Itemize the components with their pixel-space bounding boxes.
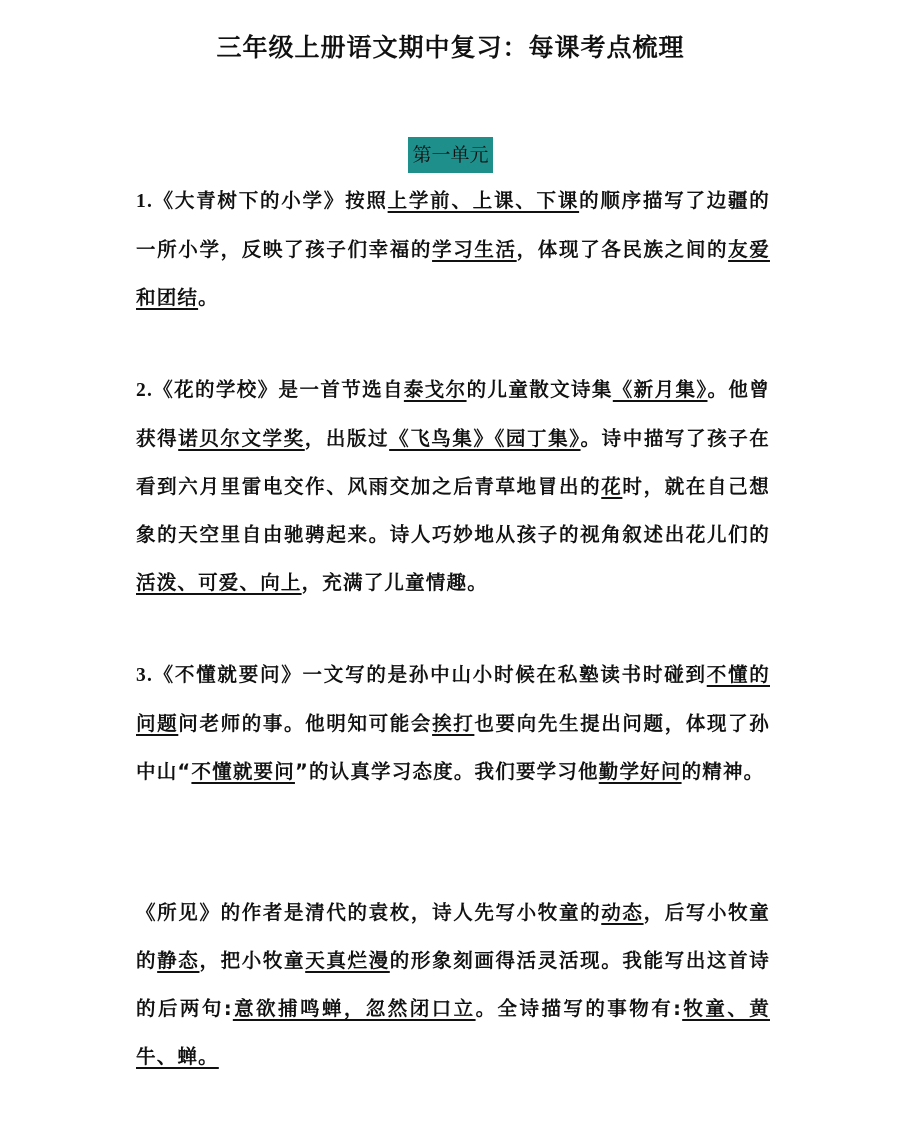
key-point: 泰戈尔 bbox=[403, 378, 467, 401]
text-segment: 问老师的事。他明知可能会 bbox=[178, 712, 433, 735]
text-segment: 。诗中描写了孩子在看到六月里雷电交作、风雨交加之后青草地冒出的 bbox=[136, 427, 770, 498]
key-point: 诺贝尔文学奖 bbox=[178, 427, 305, 450]
text-segment: 的形象刻画得活灵活现。我能写出这首诗的后两句: bbox=[136, 949, 770, 1020]
paragraph-4 bbox=[136, 889, 770, 1081]
key-point: 上学前、上课、下课 bbox=[387, 189, 580, 212]
key-point: 牧童、黄牛、蝉。 bbox=[136, 997, 770, 1068]
text-segment: 《不懂就要问》一文写的是孙中山小时候在私塾读书时碰到 bbox=[153, 663, 707, 686]
text-segment: 时，就在自己想象的天空里自由驰骋起来。诗人巧妙地从孩子的视角叙述出花儿们的 bbox=[136, 475, 771, 546]
key-point: 动态 bbox=[601, 901, 644, 924]
text-segment: ”的认真学习态度。我们要学习他 bbox=[294, 760, 599, 783]
text-segment: ，充满了儿童情趣。 bbox=[301, 571, 488, 594]
paragraph-2 bbox=[136, 366, 770, 607]
key-point: 《飞鸟集》《园丁集》 bbox=[389, 427, 581, 450]
text-segment: ，体现了各民族之间的 bbox=[516, 238, 729, 261]
text-segment: 的儿童散文诗集 bbox=[466, 378, 613, 401]
key-point: 活泼、可爱、向上 bbox=[136, 571, 302, 594]
key-point: 不懂的问题 bbox=[136, 663, 770, 735]
key-point: 花 bbox=[601, 475, 623, 498]
key-point: 挨打 bbox=[432, 712, 475, 735]
item-number: 2. bbox=[136, 380, 154, 401]
page-title: 三年级上册语文期中复习：每课考点梳理 bbox=[216, 33, 685, 62]
key-point: 意欲捕鸣蝉，忽然闭口立 bbox=[232, 997, 476, 1020]
key-point: 不懂就要问 bbox=[191, 760, 295, 783]
unit-heading-wrap bbox=[0, 137, 901, 173]
key-point: 《新月集》 bbox=[612, 378, 708, 401]
key-point: 勤学好问 bbox=[598, 760, 682, 783]
item-number: 1. bbox=[136, 191, 154, 212]
text-segment: 《花的学校》是一首节选自 bbox=[153, 378, 404, 401]
text-segment: 。他曾获得 bbox=[136, 378, 770, 450]
paragraph-3 bbox=[136, 651, 770, 796]
text-segment: ，后写小牧童的 bbox=[136, 901, 771, 972]
text-segment: 的顺序描写了边疆的一所小学，反映了孩子们幸福的 bbox=[136, 189, 770, 261]
text-segment: 《所见》的作者是清代的袁枚，诗人先写小牧童的 bbox=[136, 901, 602, 924]
text-segment: 。 bbox=[198, 286, 219, 309]
key-point: 友爱和团结 bbox=[136, 238, 770, 309]
text-segment: ，出版过 bbox=[304, 427, 390, 450]
paragraph-1 bbox=[136, 177, 770, 322]
key-point: 静态 bbox=[157, 949, 200, 972]
text-segment: 的精神。 bbox=[681, 760, 765, 783]
text-segment: 也要向先生提出问题，体现了孙中山“ bbox=[136, 712, 770, 783]
text-segment: ，把小牧童 bbox=[199, 949, 306, 972]
key-point: 天真烂漫 bbox=[305, 949, 390, 972]
item-number: 3. bbox=[136, 665, 154, 686]
text-segment: 《大青树下的小学》按照 bbox=[153, 189, 388, 212]
text-segment: 。全诗描写的事物有: bbox=[475, 997, 683, 1020]
unit-heading: 第一单元 bbox=[408, 137, 492, 173]
key-point: 学习生活 bbox=[432, 238, 517, 261]
